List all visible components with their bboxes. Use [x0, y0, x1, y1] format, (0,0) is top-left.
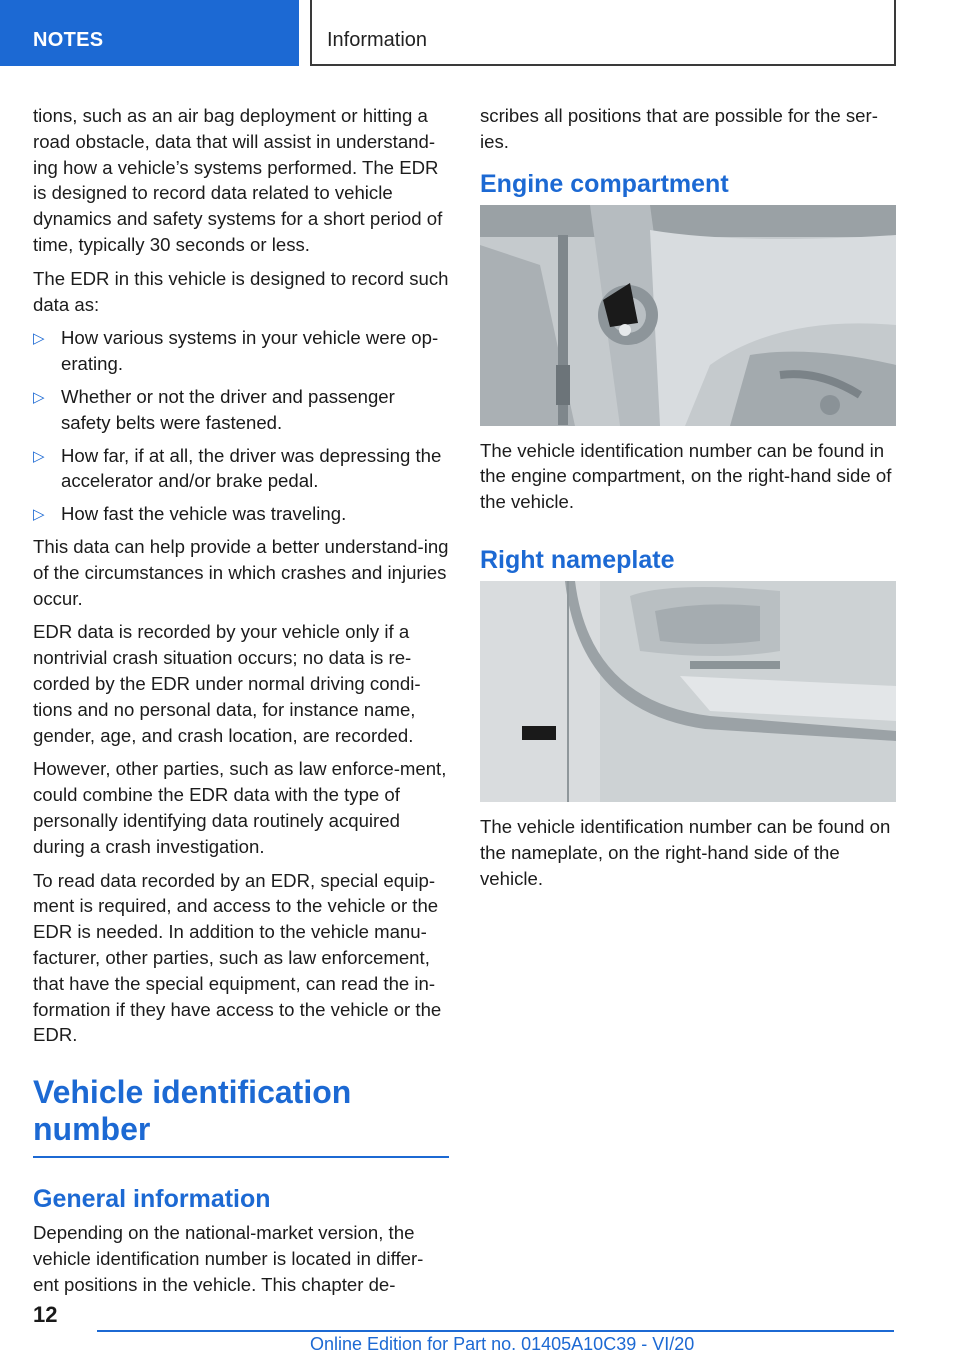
engine-compartment-image [480, 205, 896, 426]
right-nameplate-illustration [480, 581, 896, 802]
paragraph: Depending on the national-market version, the vehicle identification number is located in differ-ent positions in the vehicle. This chapter de- [33, 1222, 424, 1295]
right-column [480, 103, 896, 899]
subheading: General information [33, 1185, 271, 1214]
footer-edition: Online Edition for Part no. 01405A10C39 - VI/20 [310, 1334, 695, 1354]
edr-data-list [33, 325, 449, 527]
footer-divider [97, 1330, 894, 1332]
chapter-title: Information [327, 29, 428, 51]
paragraph: The EDR in this vehicle is designed to record such data as: [33, 267, 449, 315]
triangle-bullet-icon: ▷ [33, 388, 45, 406]
right-nameplate-heading: Right nameplate [480, 545, 675, 574]
chapter-header [310, 0, 896, 66]
engine-caption: The vehicle identification number can be found in the engine compartment, on the right-hand side of the vehicle. [480, 439, 892, 513]
paragraph: EDR data is recorded by your vehicle only if a nontrivial crash situation occurs; no data is re-corded by the EDR under normal driving condi-tions and no personal data, for instance name, gender, age, and crash location, are recorded. [33, 621, 421, 746]
list-item-text: Whether or not the driver and passenger safety belts were fastened. [61, 385, 395, 433]
section-heading: Vehicle identification number [33, 1074, 449, 1158]
triangle-bullet-icon: ▷ [33, 506, 45, 524]
right-nameplate-image [480, 581, 896, 802]
paragraph: This data can help provide a better understand-ing of the circumstances in which crashes and injuries occur. [33, 535, 449, 609]
engine-compartment-heading: Engine compartment [480, 169, 729, 198]
page-number: 12 [33, 1302, 58, 1327]
triangle-bullet-icon: ▷ [33, 447, 45, 465]
nameplate-caption: The vehicle identification number can be found on the nameplate, on the right-hand side of the vehicle. [480, 815, 891, 889]
list-item [33, 443, 449, 495]
list-item-text: How far, if at all, the driver was depressing the accelerator and/or brake pedal. [61, 444, 442, 492]
paragraph: However, other parties, such as law enforce-ment, could combine the EDR data with the type of personally identifying data routinely acquired during a crash investigation. [33, 758, 447, 857]
paragraph: scribes all positions that are possible for the ser-ies. [480, 105, 878, 152]
list-item-text: How various systems in your vehicle were op-erating. [61, 327, 439, 375]
list-item-text: How fast the vehicle was traveling. [61, 503, 347, 525]
list-item [33, 501, 449, 527]
paragraph: tions, such as an air bag deployment or hitting a road obstacle, data that will assist in understand-ing how a vehicle’s systems performed. The EDR is designed to record data related to vehicle dynamics and safety systems for a short period of time, typically 30 seconds or less. [33, 105, 443, 255]
list-item [33, 384, 449, 436]
triangle-bullet-icon: ▷ [33, 330, 45, 348]
list-item [33, 325, 449, 377]
section-tab[interactable]: NOTES [0, 0, 299, 66]
paragraph: To read data recorded by an EDR, special equip-ment is required, and access to the vehicle or the EDR is needed. In addition to the vehicle manu-facturer, other parties, such as law enforcement, that have the special equipment, can read the in-formation if they have access to the vehicle or the EDR. [33, 869, 442, 1046]
engine-compartment-illustration [480, 205, 896, 426]
left-column [33, 103, 449, 1305]
